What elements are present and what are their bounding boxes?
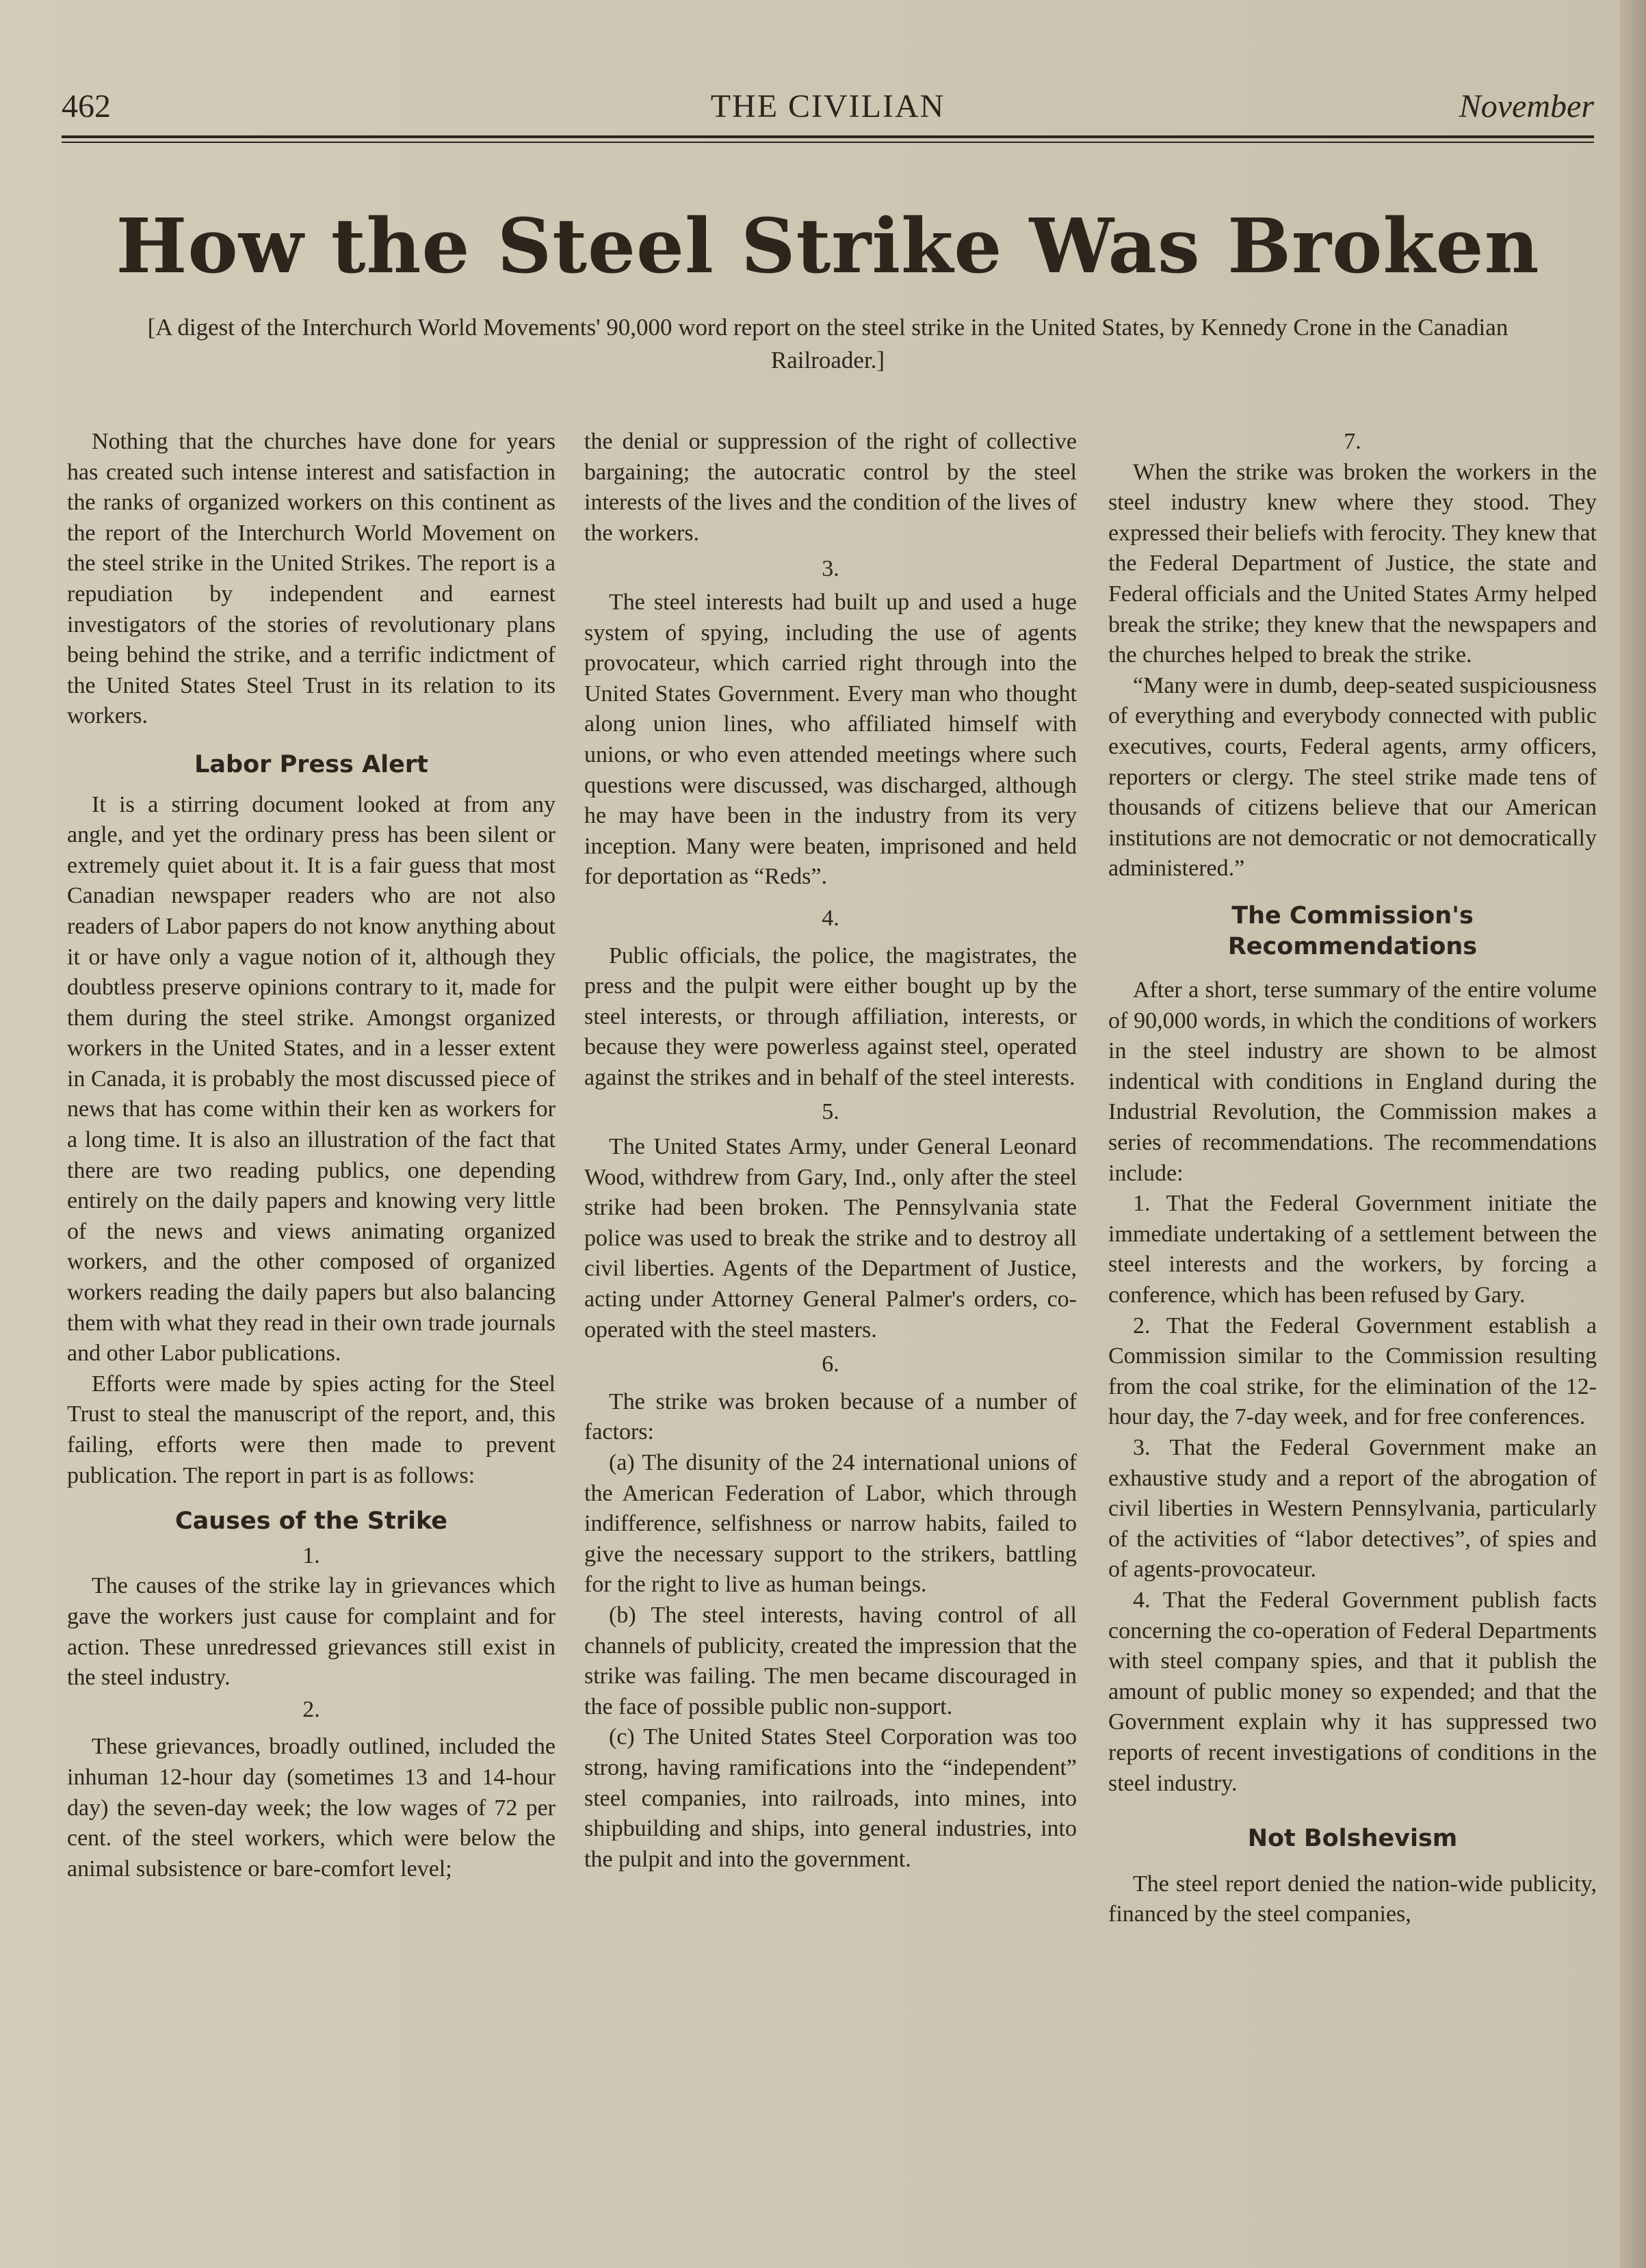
section-heading-causes: Causes of the Strike: [174, 1507, 448, 1535]
section-heading-commission: The Commission's Recommendations: [1227, 901, 1478, 960]
paragraph: The causes of the strike lay in grievances which gave the workers just cause for complaint and for action. These unredressed grievances still exist in the steel industry.: [67, 1573, 556, 1691]
publication-title: THE CIVILIAN: [710, 88, 945, 124]
paragraph: (a) The disunity of the 24 international unions of the American Federation of Labor, which through indifference, selfishness or narrow habits, failed to give the necessary support to the strikers, battling for the right to live as human beings.: [584, 1450, 1077, 1598]
paragraph: (c) The United States Steel Corporation was too strong, having ramifications into the “independent” steel companies, into railroads, into mines, into shipbuilding and ships, into general industries, into the pulpit and into the government.: [584, 1724, 1077, 1872]
paragraph: 2. That the Federal Government establish a Commission similar to the Commission resulting from the coal strike, for the elimination of the 12-hour day, the 7-day week, and for free conferences.: [1108, 1313, 1597, 1430]
section-number: 1.: [302, 1542, 320, 1568]
paragraph: The strike was broken because of a number of factors:: [584, 1388, 1077, 1445]
paragraph: The steel report denied the nation-wide publicity, financed by the steel companies,: [1108, 1871, 1597, 1927]
article-subtitle: [A digest of the Interchurch World Movements' 90,000 word report on the steel strike in the United States, by Kennedy Crone in the Canadian Railroader.]: [147, 314, 1508, 373]
paragraph: 4. That the Federal Government publish facts concerning the co-operation of Federal Departments with steel company spies, and that it publish the amount of public money so expended; and that the Government explain why it has suppressed two reports of recent investigations of conditions in the steel industry.: [1108, 1587, 1597, 1796]
paragraph: 3. That the Federal Government make an exhaustive study and a report of the abrogation of civil liberties in Western Pennsylvania, particularly of the activities of “labor detectives”, of spies and of agents-provocateur.: [1108, 1435, 1597, 1583]
paragraph: “Many were in dumb, deep-seated suspiciousness of everything and everybody connected with public executives, courts, Federal agents, army officers, reporters or clergy. The steel strike made tens of thousands of citizens believe that our American institutions are not democratic or not democratically administered.”: [1108, 672, 1597, 882]
section-number: 5.: [822, 1099, 839, 1125]
paragraph: the denial or suppression of the right of collective bargaining; the autocratic control by the steel interests of the lives and the condition of the lives of the workers.: [584, 429, 1077, 546]
paragraph: Public officials, the police, the magistrates, the press and the pulpit were either bought up by the steel interests, or through affiliation, interests, or because they were powerless against steel, operated against the strikes and in behalf of the steel interests.: [584, 942, 1077, 1090]
section-number: 7.: [1344, 429, 1361, 454]
paragraph: (b) The steel interests, having control of all channels of publicity, created the impression that the strike was failing. The men became discouraged in the face of possible public non-support.: [584, 1602, 1077, 1719]
paragraph: When the strike was broken the workers in the steel industry knew where they stood. They expressed their beliefs with ferocity. They knew that the Federal Department of Justice, the state and Federal officials and the United States Army helped break the strike; they knew that the newspapers and the churches helped to break the strike.: [1108, 459, 1597, 668]
paragraph: It is a stirring document looked at from any angle, and yet the ordinary press has been silent or extremely quiet about it. It is a fair guess that most Canadian newspaper readers who are not also readers of Labor papers do not know anything about it or have only a vague notion of it, although they doubtless preserve opinions contrary to it, made for them during the steel strike. Amongst organized workers in the United States, and in a lesser extent in Canada, it is probably the most discussed piece of news that has come within their ken as workers for a long time. It is also an illustration of the fact that there are two reading publics, one depending entirely on the daily papers and knowing very little of the news and views animating organized workers, and the other composed of organized workers reading the daily papers but also balancing them with what they read in their own trade journals and other Labor publications.: [67, 791, 556, 1367]
paragraph: The steel interests had built up and used a huge system of spying, including the use of agents provocateur, which carried right through into the United States Government. Every man who thought along union lines, who affiliated himself with unions, or who even attended meetings where such questions were discussed, was discharged, although he may have been in the industry from its very inception. Many were beaten, imprisoned and held for deportation as “Reds”.: [584, 589, 1077, 890]
paragraph: These grievances, broadly outlined, included the inhuman 12-hour day (sometimes 13 and 14-hour day) the seven-day week; the low wages of 72 per cent. of the steel workers, which were below the animal subsistence or bare-comfort level;: [67, 1734, 556, 1882]
column-3: [1108, 427, 1597, 1930]
column-1: [67, 427, 556, 1884]
section-heading-labor-press: Labor Press Alert: [194, 750, 428, 778]
header-rule-thick: [62, 135, 1594, 138]
running-header: [62, 88, 1594, 135]
paragraph: After a short, terse summary of the entire volume of 90,000 words, in which the conditions of workers in the steel industry are shown to be almost indentical with conditions in England during the Industrial Revolution, the Commission makes a series of recommendations. The recommendations include:: [1108, 977, 1597, 1186]
paragraph: 1. That the Federal Government initiate the immediate undertaking of a settlement between the steel interests and the workers, by forcing a conference, which has been refused by Gary.: [1108, 1191, 1597, 1308]
page-number: 462: [62, 88, 111, 124]
section-number: 4.: [822, 905, 839, 931]
column-2: [584, 427, 1077, 1875]
section-number: 6.: [822, 1351, 839, 1377]
section-number: 3.: [822, 556, 839, 582]
issue-month: November: [1459, 88, 1594, 124]
paragraph: The United States Army, under General Leonard Wood, withdrew from Gary, Ind., only after the steel strike had been broken. The Pennsylvania state police was used to break the strike and to destroy all civil liberties. Agents of the Department of Justice, acting under Attorney General Palmer's orders, co-operated with the steel masters.: [584, 1134, 1077, 1343]
paragraph: Nothing that the churches have done for years has created such intense interest and satisfaction in the ranks of organized workers on this continent as the report of the Interchurch World Movement on the steel strike in the United Strikes. The report is a repudiation by independent and earnest investigators of the stories of revolutionary plans being behind the strike, and a terrific indictment of the United States Steel Trust in its relation to its workers.: [67, 429, 556, 729]
page-edge-shadow: [1620, 0, 1646, 2268]
header-rule-thin: [62, 142, 1594, 143]
section-number: 2.: [302, 1696, 320, 1722]
article-title: How the Steel Strike Was Broken: [116, 202, 1540, 290]
paragraph: Efforts were made by spies acting for the Steel Trust to steal the manuscript of the report, and, this failing, efforts were then made to prevent publication. The report in part is as follows:: [67, 1371, 556, 1488]
section-heading-bolshevism: Not Bolshevism: [1247, 1825, 1458, 1853]
